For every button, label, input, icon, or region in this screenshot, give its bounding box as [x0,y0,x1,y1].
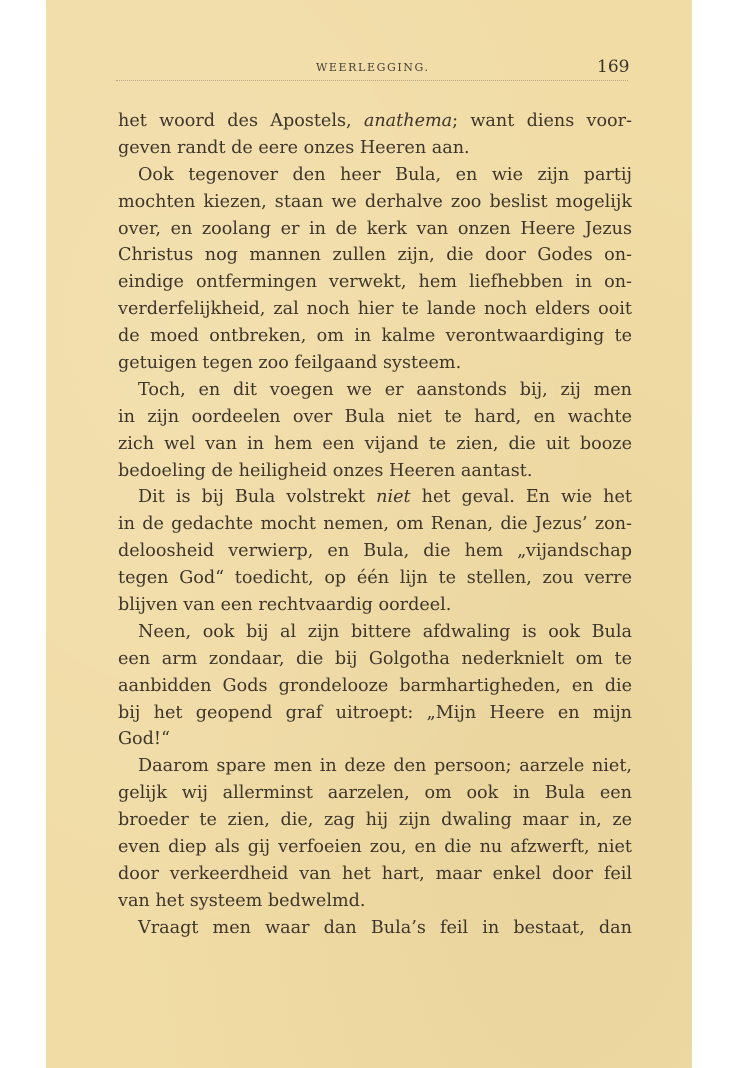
text-line: deloosheid verwierp, en Bula, die hem „vijandschap [118,541,632,562]
text-line: bij het geopend graf uitroept: „Mijn Heere en mijn [118,702,632,723]
text-line: in zijn oordeelen over Bula niet te hard, en wachte [118,406,632,427]
text-line: mochten kiezen, staan we derhalve zoo beslist mogelijk [118,191,632,212]
text-line: bedoeling de heiligheid onzes Heeren aantast. [118,460,533,481]
text-line: blijven van een rechtvaardig oordeel. [118,595,452,616]
text-line: eindige ontfermingen verwekt, hem liefhebben in on- [118,272,632,293]
text-line: gelijk wij allerminst aarzelen, om ook in Bula een [118,783,632,804]
text-line: van het systeem bedwelmd. [118,890,366,911]
running-head [46,57,692,81]
page-number: 169 [597,57,630,77]
text-line: over, en zoolang er in de kerk van onzen Heere Jezus [118,218,632,239]
text-line: Daarom spare men in deze den persoon; aarzele niet, [138,756,632,777]
text-line: een arm zondaar, die bij Golgotha nederknielt om te [118,648,632,669]
text-line: aanbidden Gods grondelooze barmhartigheden, en die [118,675,632,696]
text-line: door verkeerdheid van het hart, maar enkel door feil [118,863,632,884]
text-line: Neen, ook bij al zijn bittere afdwaling is ook Bula [138,621,632,642]
italic-term: niet [376,487,411,508]
text-line: broeder te zien, die, zag hij zijn dwaling maar in, ze [118,810,632,831]
text-line: verderfelijkheid, zal noch hier te lande noch elders ooit [118,299,632,320]
text-line: de moed ontbreken, om in kalme verontwaardiging te [118,326,632,347]
header-divider [116,80,628,81]
book-page [46,0,692,1068]
body-text [118,108,632,942]
text-line: het woord des Apostels, anathema; want diens voor- [118,111,632,131]
text-line: Toch, en dit voegen we er aanstonds bij, zij men [138,379,632,400]
text-line: tegen God“ toedicht, op één lijn te stellen, zou verre [118,568,632,589]
text-line: getuigen tegen zoo feilgaand systeem. [118,353,462,374]
text-line: Ook tegenover den heer Bula, en wie zijn partij [138,164,632,185]
text-line: God!“ [118,729,170,750]
text-line: Vraagt men waar dan Bula’s feil in bestaat, dan [138,917,632,938]
text-line: in de gedachte mocht nemen, om Renan, die Jezus’ zon- [118,514,632,535]
text-line: Dit is bij Bula volstrekt niet het geval. En wie het [138,487,632,508]
text-line: geven randt de eere onzes Heeren aan. [118,137,470,158]
running-title: WEERLEGGING. [316,61,430,74]
text-line: zich wel van in hem een vijand te zien, die uit booze [118,433,632,454]
italic-term: anathema [363,111,453,131]
text-line: even diep als gij verfoeien zou, en die nu afzwerft, niet [118,837,632,858]
text-line: Christus nog mannen zullen zijn, die door Godes on- [118,245,632,266]
